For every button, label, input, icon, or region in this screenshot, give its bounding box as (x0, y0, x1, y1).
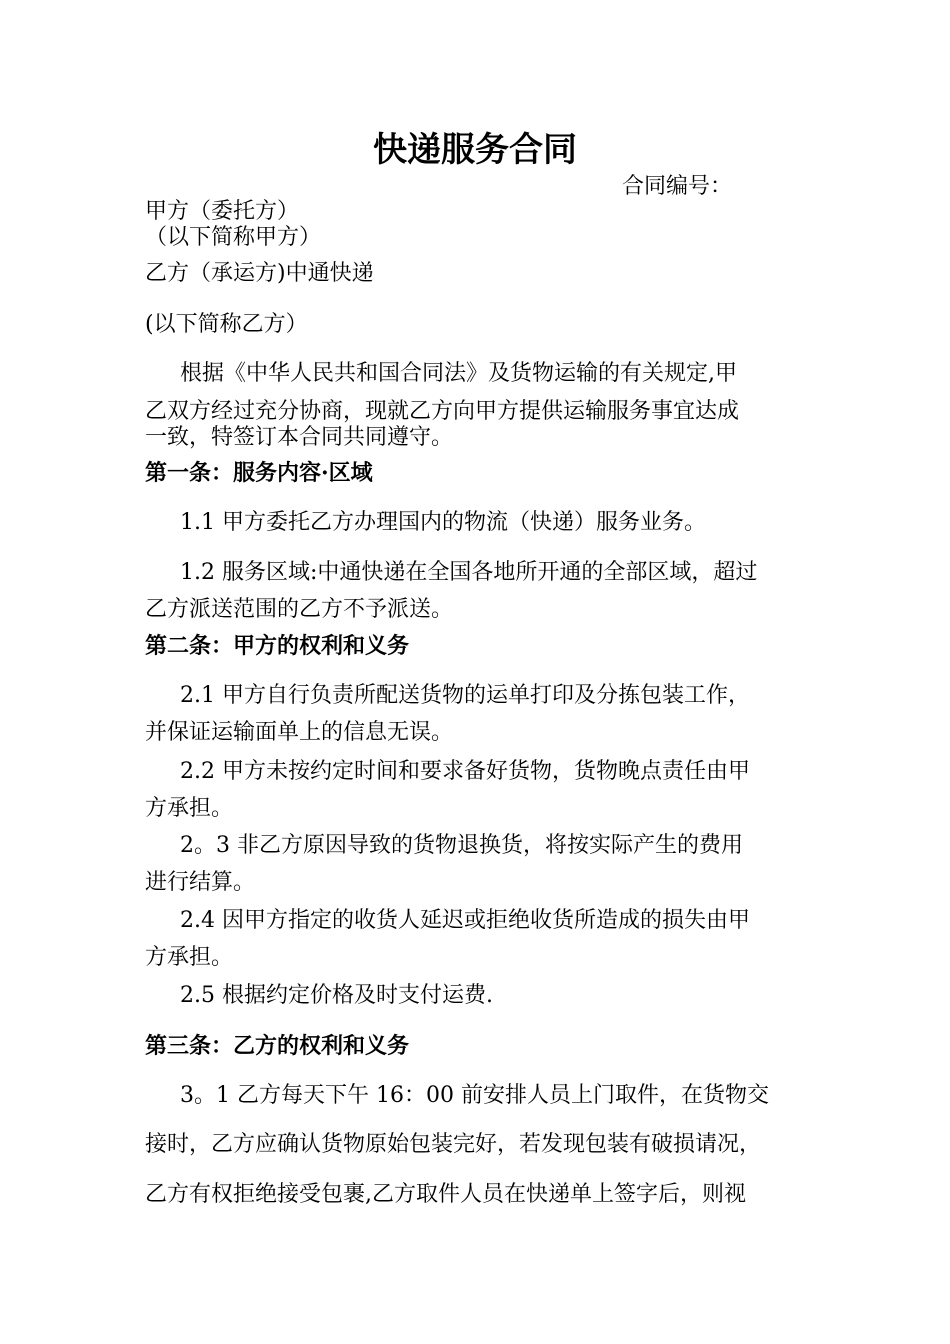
document-title: 快递服务合同 (373, 130, 577, 170)
party-b-line1: 乙方（承运方)中通快递 (145, 261, 374, 286)
clause-2-5: 2.5 根据约定价格及时支付运费. (180, 983, 493, 1008)
clause-2-1-line: 并保证运输面单上的信息无误。 (145, 720, 454, 745)
clause-3-1-line: 乙方有权拒绝接受包裹,乙方取件人员在快递单上签字后，则视 (145, 1182, 746, 1207)
party-a-line2: （以下简称甲方） (145, 225, 322, 250)
clause-2-4-line: 2.4 因甲方指定的收货人延迟或拒绝收货所造成的损失由甲 (180, 908, 750, 933)
preamble-line: 一致，特签订本合同共同遵守。 (145, 425, 454, 450)
clause-3-1-line: 接时，乙方应确认货物原始包装完好，若发现包装有破损请况， (145, 1132, 762, 1157)
clause-2-3-line: 2。3 非乙方原因导致的货物退换货，将按实际产生的费用 (180, 833, 743, 858)
clause-2-2-line: 方承担。 (145, 796, 234, 821)
party-a-line1: 甲方（委托方） (145, 199, 300, 224)
preamble-line: 乙双方经过充分协商，现就乙方向甲方提供运输服务事宜达成 (145, 399, 740, 424)
article-1-heading: 第一条：服务内容·区域 (145, 460, 373, 486)
clause-1-2-line: 乙方派送范围的乙方不予派送。 (145, 597, 454, 622)
clause-2-1-line: 2.1 甲方自行负责所配送货物的运单打印及分拣包装工作， (180, 683, 750, 708)
party-b-line2: (以下简称乙方） (145, 312, 308, 337)
clause-3-1-line: 3。1 乙方每天下午 16：00 前安排人员上门取件，在货物交 (180, 1083, 769, 1108)
clause-2-2-line: 2.2 甲方未按约定时间和要求备好货物，货物晚点责任由甲 (180, 759, 750, 784)
contract-number-label: 合同编号： (622, 174, 733, 199)
article-3-heading: 第三条：乙方的权利和义务 (145, 1033, 410, 1059)
clause-2-3-line: 进行结算。 (145, 870, 256, 895)
clause-1-1: 1.1 甲方委托乙方办理国内的物流（快递）服务业务。 (180, 510, 706, 535)
article-2-heading: 第二条：甲方的权利和义务 (145, 633, 410, 659)
clause-1-2-line: 1.2 服务区域:中通快递在全国各地所开通的全部区域，超过 (180, 560, 758, 585)
preamble-line: 根据《中华人民共和国合同法》及货物运输的有关规定,甲 (180, 361, 737, 386)
clause-2-4-line: 方承担。 (145, 945, 234, 970)
